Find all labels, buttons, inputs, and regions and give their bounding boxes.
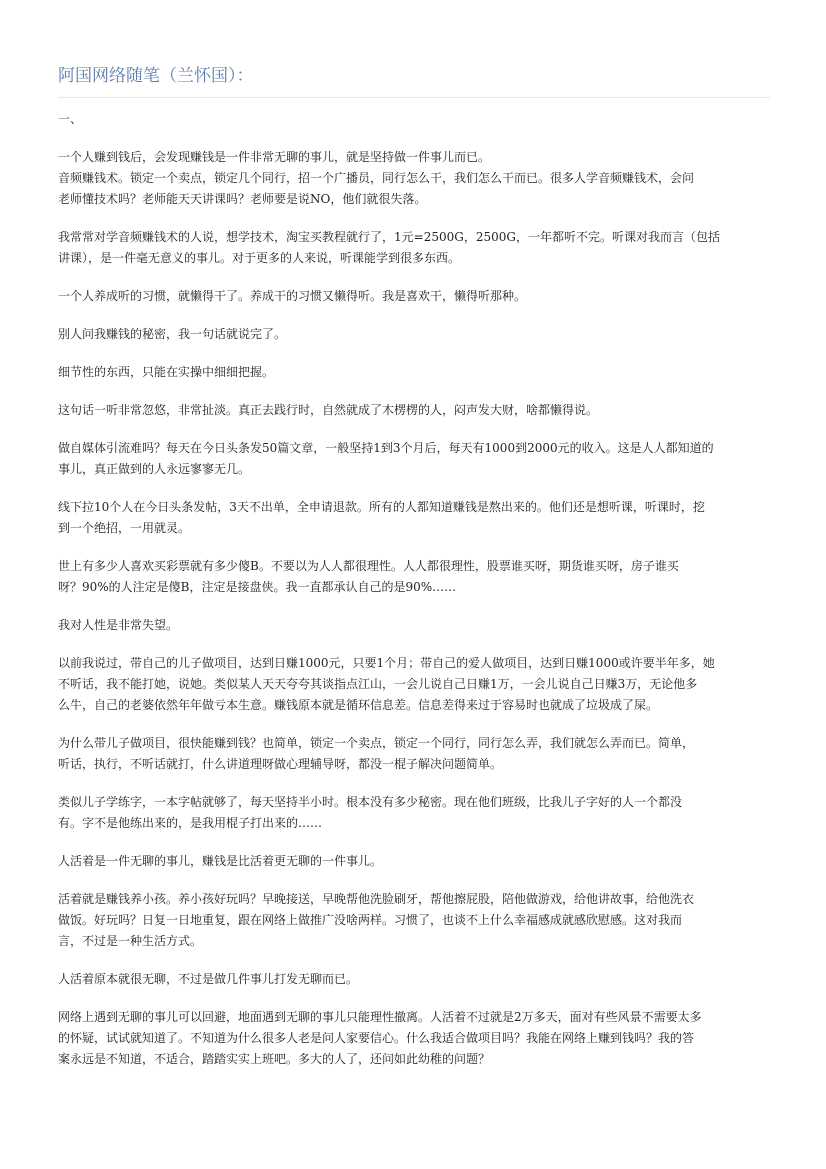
paragraph-line: 事儿，真正做到的人永远寥寥无几。 xyxy=(58,462,251,476)
paragraph-line: 音频赚钱术。锁定一个卖点，锁定几个同行，招一个广播员，同行怎么干，我们怎么干而已。很多人学音频赚钱术，会问 xyxy=(58,171,695,185)
paragraph-line: 老师懂技术吗？老师能天天讲课吗？老师要是说NO，他们就很失落。 xyxy=(58,192,427,206)
paragraph xyxy=(58,733,770,775)
paragraph xyxy=(58,227,770,269)
paragraph-line: 人活着原本就很无聊，不过是做几件事儿打发无聊而已。 xyxy=(58,972,359,986)
paragraph-line: 到一个绝招，一用就灵。 xyxy=(58,521,191,535)
paragraph-line: 案永远是不知道，不适合，踏踏实实上班吧。多大的人了，还问如此幼稚的问题？ xyxy=(58,1052,491,1066)
paragraph-line: 我对人性是非常失望。 xyxy=(58,618,179,632)
paragraph-line: 别人问我赚钱的秘密，我一句话就说完了。 xyxy=(58,327,287,341)
paragraph-line: 活着就是赚钱养小孩。养小孩好玩吗？早晚接送，早晚帮他洗脸刷牙，帮他擦屁股，陪他做游戏，给他讲故事，给他洗衣 xyxy=(58,892,695,906)
paragraph-line: 有。字不是他练出来的，是我用棍子打出来的…… xyxy=(58,816,323,830)
paragraph xyxy=(58,851,770,872)
paragraph xyxy=(58,324,770,345)
section-heading: 一、 xyxy=(58,112,83,126)
paragraph-line: 一个人养成听的习惯，就懒得干了。养成干的习惯又懒得听。我是喜欢干，懒得听那种。 xyxy=(58,289,527,303)
paragraph xyxy=(58,168,770,210)
paragraph xyxy=(58,438,770,480)
paragraph-line: 呀？90%的人注定是傻B，注定是接盘侠。我一直都承认自己的是90%…… xyxy=(58,580,457,594)
paragraph-line: 的怀疑，试试就知道了。不知道为什么很多人老是问人家要信心。什么我适合做项目吗？我能在网络上赚到钱吗？我的答 xyxy=(58,1031,695,1045)
paragraph-line: 不听话，我不能打她，说她。类似某人天天夸夸其谈指点江山，一会儿说自己日赚1万，一会儿说自己日赚3万，无论他多 xyxy=(58,677,698,691)
paragraph-line: 线下拉10个人在今日头条发帖，3天不出单，全申请退款。所有的人都知道赚钱是熬出来的。他们还是想听课，听课时，挖 xyxy=(58,500,705,514)
document-page xyxy=(58,0,770,1087)
paragraph xyxy=(58,497,770,539)
paragraph-line: 做饭。好玩吗？日复一日地重复，跟在网络上做推广没啥两样。习惯了，也谈不上什么幸福感成就感欣慰感。这对我而 xyxy=(58,913,683,927)
document-title: 阿国网络随笔（兰怀国）： xyxy=(58,66,254,86)
paragraph-line: 言，不过是一种生活方式。 xyxy=(58,934,203,948)
paragraph-line: 讲课），是一件毫无意义的事儿。对于更多的人来说，听课能学到很多东西。 xyxy=(58,251,461,265)
paragraph-line: 类似儿子学练字，一本字帖就够了，每天坚持半小时。根本没有多少秘密。现在他们班级，比我儿子字好的人一个都没 xyxy=(58,795,683,809)
paragraph-line: 一个人赚到钱后，会发现赚钱是一件非常无聊的事儿，就是坚持做一件事儿而已。 xyxy=(58,150,491,164)
paragraph xyxy=(58,653,770,716)
paragraph xyxy=(58,889,770,952)
paragraph xyxy=(58,1007,770,1070)
paragraph xyxy=(58,792,770,834)
paragraph-line: 这句话一听非常忽悠，非常扯淡。真正去践行时，自然就成了木楞楞的人，闷声发大财，啥都懒得说。 xyxy=(58,403,599,417)
paragraph xyxy=(58,362,770,383)
paragraph-line: 我常常对学音频赚钱术的人说，想学技术，淘宝买教程就行了，1元=2500G，2500G，一年都听不完。听课对我而言（包括 xyxy=(58,230,720,244)
paragraph xyxy=(58,556,770,598)
paragraph xyxy=(58,400,770,421)
paragraph xyxy=(58,969,770,990)
paragraph-line: 为什么带儿子做项目，很快能赚到钱？也简单，锁定一个卖点，锁定一个同行，同行怎么弄，我们就怎么弄而已。简单， xyxy=(58,736,695,750)
paragraph-line: 么牛，自己的老婆依然年年做亏本生意。赚钱原本就是循环信息差。信息差得来过于容易时也就成了垃圾成了屎。 xyxy=(58,698,659,712)
paragraph-line: 世上有多少人喜欢买彩票就有多少傻B。不要以为人人都很理性。人人都很理性，股票谁买呀，期货谁买呀，房子谁买 xyxy=(58,559,679,573)
paragraph xyxy=(58,286,770,307)
paragraph-line: 做自媒体引流难吗？每天在今日头条发50篇文章，一般坚持1到3个月后，每天有1000到2000元的收入。这是人人都知道的 xyxy=(58,441,714,455)
paragraph-line: 细节性的东西，只能在实操中细细把握。 xyxy=(58,365,275,379)
paragraph-line: 人活着是一件无聊的事儿，赚钱是比活着更无聊的一件事儿。 xyxy=(58,854,383,868)
paragraph xyxy=(58,615,770,636)
title-divider xyxy=(58,97,770,98)
paragraph-line: 听话，执行，不听话就打，什么讲道理呀做心理辅导呀，都没一棍子解决问题简单。 xyxy=(58,757,503,771)
paragraph-line: 网络上遇到无聊的事儿可以回避，地面遇到无聊的事儿只能理性撤离。人活着不过就是2万多天，面对有些风景不需要太多 xyxy=(58,1010,702,1024)
paragraph-line: 以前我说过，带自己的儿子做项目，达到日赚1000元，只要1个月；带自己的爱人做项目，达到日赚1000或许要半年多，她 xyxy=(58,656,715,670)
paragraph xyxy=(58,147,770,168)
document-body xyxy=(58,147,770,1070)
